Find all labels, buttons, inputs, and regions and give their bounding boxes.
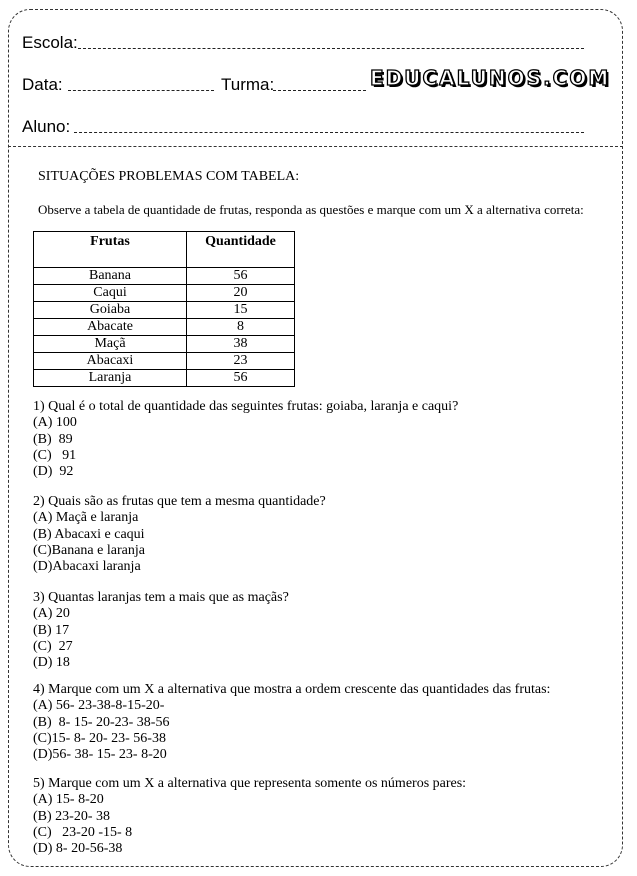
fruit-cell: Maçã — [34, 336, 187, 353]
question-4 — [33, 682, 550, 763]
quantity-cell: 56 — [187, 370, 295, 387]
school-label: Escola: — [22, 33, 78, 52]
student-field[interactable] — [74, 132, 584, 133]
table-row — [34, 285, 295, 302]
answer-option[interactable]: (C)15- 8- 20- 23- 56-38 — [33, 730, 166, 746]
table-row — [34, 268, 295, 285]
question-1 — [33, 399, 458, 480]
class-field[interactable] — [273, 90, 366, 91]
answer-option[interactable]: (C) 91 — [33, 447, 77, 463]
answer-option[interactable]: (D) 92 — [33, 464, 74, 480]
quantity-cell: 20 — [187, 285, 295, 302]
table-row — [34, 370, 295, 387]
table-row — [34, 319, 295, 336]
answer-option[interactable]: (C) 23-20 -15- 8 — [33, 824, 133, 840]
answer-option[interactable]: (C) 27 — [33, 638, 73, 654]
question-3 — [33, 590, 289, 671]
date-label: Data: — [22, 75, 63, 94]
student-label: Aluno: — [22, 117, 71, 136]
answer-option[interactable]: (D) 8- 20-56-38 — [33, 841, 123, 857]
fruit-cell: Caqui — [34, 285, 187, 302]
answer-option[interactable]: (A) 56- 23-38-8-15-20- — [33, 698, 165, 714]
answer-option[interactable]: (D)56- 38- 15- 23- 8-20 — [33, 747, 167, 763]
fruit-cell: Banana — [34, 268, 187, 285]
quantity-cell: 8 — [187, 319, 295, 336]
fruit-cell: Abacate — [34, 319, 187, 336]
answer-option[interactable]: (A) 20 — [33, 606, 70, 622]
educalunos-logo: EDUCALUNOS.COM — [370, 66, 611, 90]
fruit-table — [33, 231, 295, 387]
fruit-cell: Laranja — [34, 370, 187, 387]
quantity-cell: 38 — [187, 336, 295, 353]
question-text: 4) Marque com um X a alternativa que mostra a ordem crescente das quantidades das frutas: — [33, 682, 551, 697]
table-row — [34, 353, 295, 370]
question-text: 3) Quantas laranjas tem a mais que as maçãs? — [33, 590, 289, 605]
question-text: 5) Marque com um X a alternativa que representa somente os números pares: — [33, 776, 467, 791]
answer-option[interactable]: (D)Abacaxi laranja — [33, 559, 141, 575]
table-row — [34, 302, 295, 319]
question-5 — [33, 776, 466, 857]
fruit-cell: Goiaba — [34, 302, 187, 319]
question-text: 1) Qual é o total de quantidade das seguintes frutas: goiaba, laranja e caqui? — [33, 399, 459, 414]
answer-option[interactable]: (C)Banana e laranja — [33, 542, 145, 558]
table-header-row — [34, 232, 295, 268]
answer-option[interactable]: (D) 18 — [33, 655, 70, 671]
fruit-cell: Abacaxi — [34, 353, 187, 370]
answer-option[interactable]: (A) Maçã e laranja — [33, 510, 139, 526]
question-2 — [33, 494, 326, 575]
answer-option[interactable]: (B) 89 — [33, 431, 73, 447]
quantity-cell: 15 — [187, 302, 295, 319]
school-field[interactable] — [78, 48, 584, 49]
date-field[interactable] — [68, 90, 214, 91]
column-header-quantity: Quantidade — [187, 232, 295, 268]
header-separator — [8, 146, 623, 147]
answer-option[interactable]: (A) 100 — [33, 415, 77, 431]
quantity-cell: 56 — [187, 268, 295, 285]
answer-option[interactable]: (A) 15- 8-20 — [33, 792, 104, 808]
class-label: Turma: — [221, 75, 275, 94]
answer-option[interactable]: (B) 23-20- 38 — [33, 808, 110, 824]
worksheet-title: SITUAÇÕES PROBLEMAS COM TABELA: — [38, 169, 300, 184]
table-row — [34, 336, 295, 353]
quantity-cell: 23 — [187, 353, 295, 370]
question-text: 2) Quais são as frutas que tem a mesma quantidade? — [33, 494, 326, 509]
worksheet-instruction: Observe a tabela de quantidade de frutas, responda as questões e marque com um X a alternativa correta: — [38, 202, 584, 217]
answer-option[interactable]: (B) Abacaxi e caqui — [33, 526, 145, 542]
column-header-fruits: Frutas — [34, 232, 187, 268]
answer-option[interactable]: (B) 8- 15- 20-23- 38-56 — [33, 714, 170, 730]
answer-option[interactable]: (B) 17 — [33, 622, 70, 638]
